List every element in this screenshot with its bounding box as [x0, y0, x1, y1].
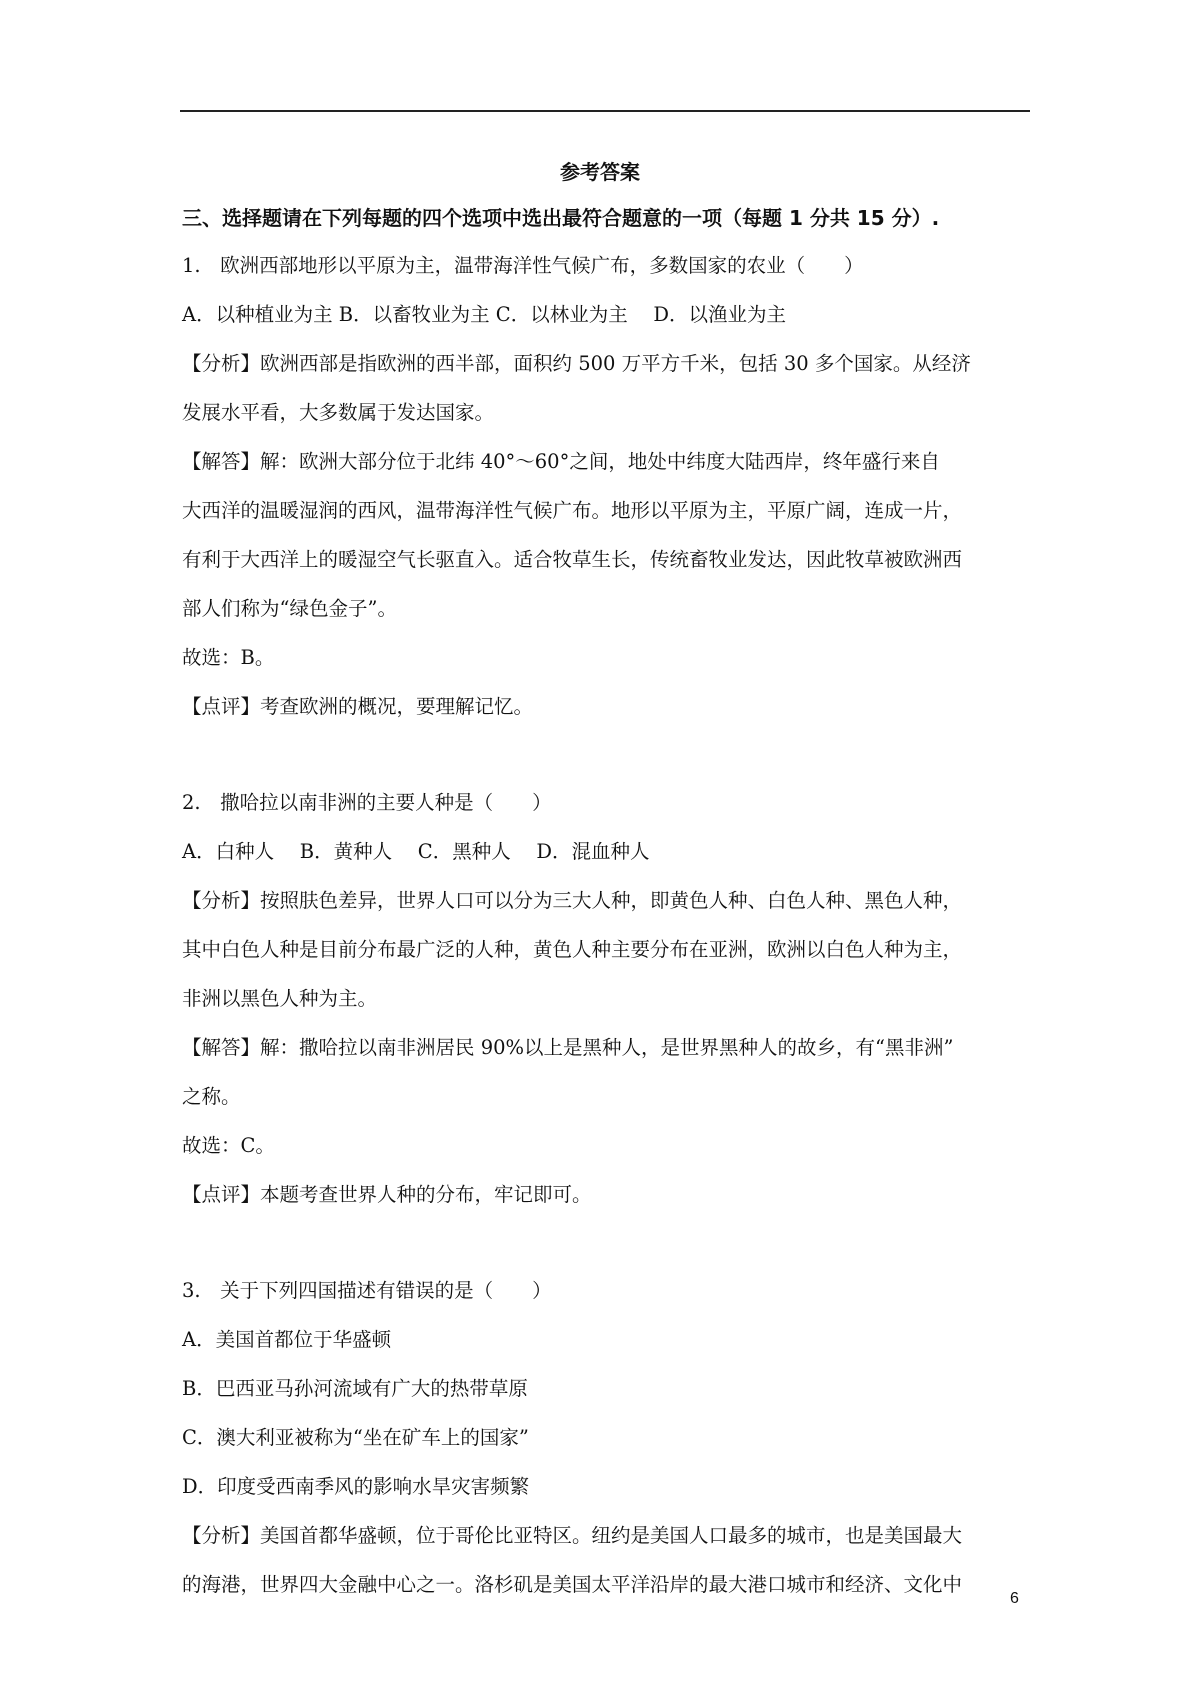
section-heading: 三、选择题请在下列每题的四个选项中选出最符合题意的一项（每题 1 分共 15 分）.	[182, 206, 940, 230]
q3-option-c: C．澳大利亚被称为“坐在矿车上的国家”	[182, 1426, 529, 1449]
q1-answer-line: 部人们称为“绿色金子”。	[182, 597, 397, 620]
q2-analysis-line: 非洲以黑色人种为主。	[182, 987, 378, 1010]
q1-answer-line: 大西洋的温暖湿润的西风，温带海洋性气候广布。地形以平原为主，平原广阔，连成一片，	[182, 499, 963, 522]
q1-analysis-line: 发展水平看，大多数属于发达国家。	[182, 401, 495, 424]
q3-stem: 3. 关于下列四国描述有错误的是（ ）	[182, 1279, 552, 1302]
q2-comment: 【点评】本题考查世界人种的分布，牢记即可。	[182, 1183, 592, 1206]
q3-option-b: B．巴西亚马孙河流域有广大的热带草原	[182, 1377, 528, 1400]
page-number: 6	[1010, 1590, 1019, 1607]
q3-option-a: A．美国首都位于华盛顿	[182, 1328, 392, 1351]
page-title: 参考答案	[560, 160, 640, 184]
q2-choice: 故选：C。	[182, 1134, 275, 1157]
q2-analysis-line: 其中白色人种是目前分布最广泛的人种，黄色人种主要分布在亚洲，欧洲以白色人种为主，	[182, 938, 963, 961]
q1-answer-line: 【解答】解：欧洲大部分位于北纬 40°～60°之间，地处中纬度大陆西岸，终年盛行来自	[182, 450, 940, 473]
header-rule	[180, 110, 1030, 112]
q1-options: A．以种植业为主 B．以畜牧业为主 C．以林业为主 D．以渔业为主	[182, 303, 787, 326]
q1-comment: 【点评】考查欧洲的概况，要理解记忆。	[182, 695, 534, 718]
q1-choice: 故选：B。	[182, 646, 275, 669]
q1-answer-line: 有利于大西洋上的暖湿空气长驱直入。适合牧草生长，传统畜牧业发达，因此牧草被欧洲西	[182, 548, 963, 571]
q2-stem: 2. 撒哈拉以南非洲的主要人种是（ ）	[182, 791, 552, 814]
q2-options: A．白种人 B．黄种人 C．黑种人 D．混血种人	[182, 840, 650, 863]
q3-analysis-line: 的海港，世界四大金融中心之一。洛杉矶是美国太平洋沿岸的最大港口城市和经济、文化中	[182, 1573, 963, 1596]
q1-analysis-line: 【分析】欧洲西部是指欧洲的西半部，面积约 500 万平方千米，包括 30 多个国家。从经济	[182, 352, 971, 375]
q1-stem: 1. 欧洲西部地形以平原为主，温带海洋性气候广布，多数国家的农业（ ）	[182, 254, 864, 277]
q2-answer-line: 之称。	[182, 1085, 241, 1108]
q3-option-d: D．印度受西南季风的影响水旱灾害频繁	[182, 1475, 530, 1498]
q2-analysis-line: 【分析】按照肤色差异，世界人口可以分为三大人种，即黄色人种、白色人种、黑色人种，	[182, 889, 963, 912]
q3-analysis-line: 【分析】美国首都华盛顿，位于哥伦比亚特区。纽约是美国人口最多的城市，也是美国最大	[182, 1524, 963, 1547]
q2-answer-line: 【解答】解：撒哈拉以南非洲居民 90%以上是黑种人，是世界黑种人的故乡，有“黑非洲”	[182, 1036, 954, 1059]
